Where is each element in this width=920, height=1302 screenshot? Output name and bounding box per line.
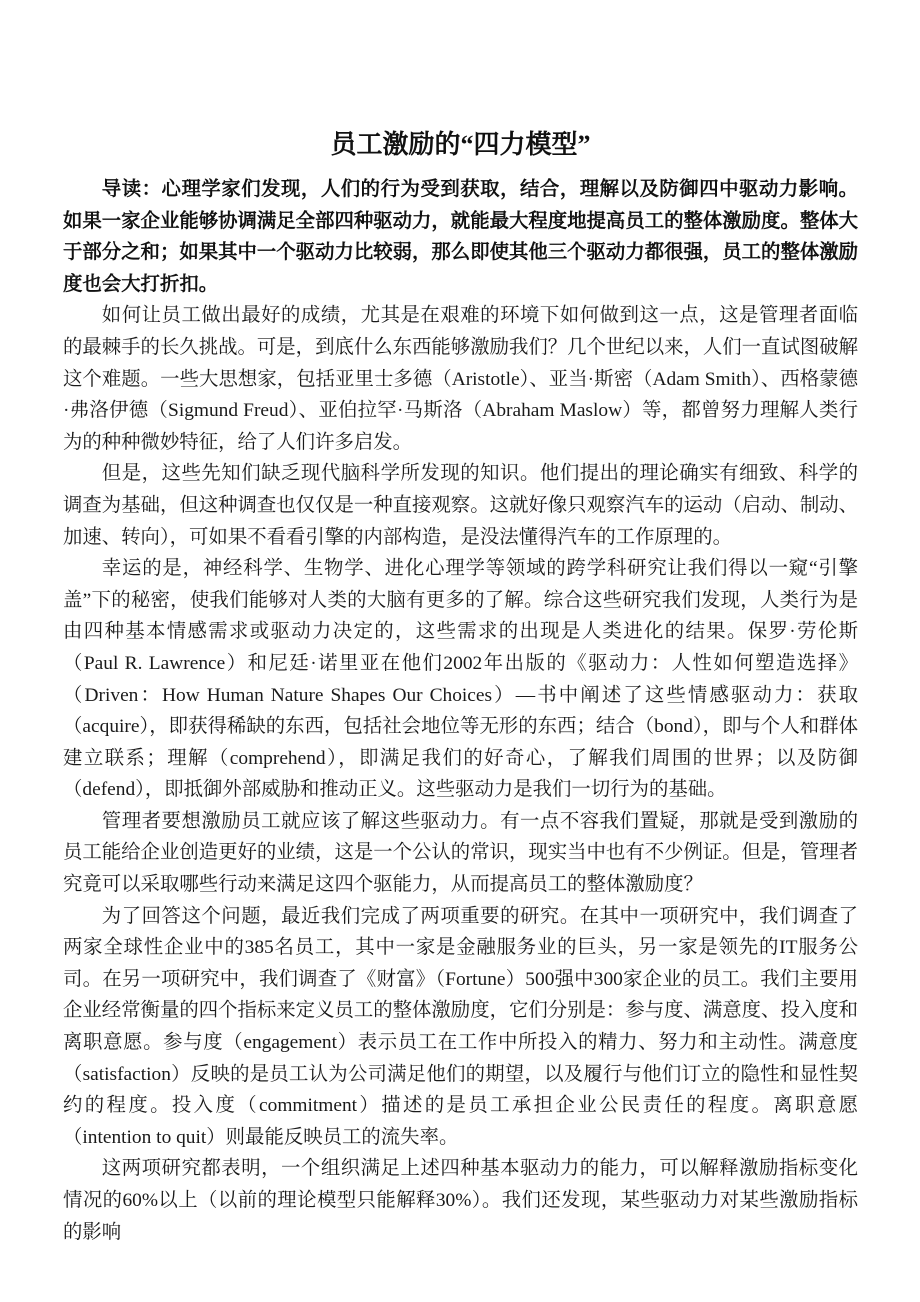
body-paragraph: 幸运的是，神经科学、生物学、进化心理学等领域的跨学科研究让我们得以一窥“引擎盖”下的秘密，使我们能够对人类的大脑有更多的了解。综合这些研究我们发现，人类行为是由四种基本情感需求或驱动力决定的，这些需求的出现是人类进化的结果。保罗·劳伦斯（Paul R. Lawrence）和尼廷·诺里亚在他们2002年出版的《驱动力：人性如何塑造选择》（Driven：How Human Nature Shapes Our Choices）—书中阐述了这些情感驱动力：获取（acquire），即获得稀缺的东西，包括社会地位等无形的东西；结合（bond），即与个人和群体建立联系；理解（comprehend），即满足我们的好奇心，了解我们周围的世界；以及防御（defend），即抵御外部威胁和推动正义。这些驱动力是我们一切行为的基础。 — [63, 558, 858, 801]
body-paragraph: 管理者要想激励员工就应该了解这些驱动力。有一点不容我们置疑，那就是受到激励的员工能给企业创造更好的业绩，这是一个公认的常识，现实当中也有不少例证。但是，管理者究竟可以采取哪些行动来满足这四个驱能力，从而提高员工的整体激励度？ — [63, 810, 859, 896]
body-paragraph: 如何让员工做出最好的成绩，尤其是在艰难的环境下如何做到这一点，这是管理者面临的最棘手的长久挑战。可是，到底什么东西能够激励我们？几个世纪以来，人们一直试图破解这个难题。一些大思想家，包括亚里士多德（Aristotle）、亚当·斯密（Adam Smith）、西格蒙德·弗洛伊德（Sigmund Freud）、亚伯拉罕·马斯洛（Abraham Maslow）等，都曾努力理解人类行为的种种微妙特征，给了人们许多启发。 — [63, 305, 859, 453]
document-title: 员工激励的“四力模型” — [330, 130, 591, 159]
body-paragraph: 为了回答这个问题，最近我们完成了两项重要的研究。在其中一项研究中，我们调查了两家全球性企业中的385名员工，其中一家是金融服务业的巨头，另一家是领先的IT服务公司。在另一项研究中，我们调查了《财富》（Fortune）500强中300家企业的员工。我们主要用企业经常衡量的四个指标来定义员工的整体激励度，它们分别是：参与度、满意度、投入度和离职意愿。参与度（engagement）表示员工在工作中所投入的精力、努力和主动性。满意度（satisfaction）反映的是员工认为公司满足他们的期望，以及履行与他们订立的隐性和显性契约的程度。投入度（commitment）描述的是员工承担企业公民责任的程度。离职意愿（intention to quit）则最能反映员工的流失率。 — [63, 905, 859, 1148]
body-paragraph: 这两项研究都表明，一个组织满足上述四种基本驱动力的能力，可以解释激励指标变化情况的60%以上（以前的理论模型只能解释30%）。我们还发现，某些驱动力对某些激励指标的影响 — [63, 1158, 858, 1243]
body-paragraph: 但是，这些先知们缺乏现代脑科学所发现的知识。他们提出的理论确实有细致、科学的调查为基础，但这种调查也仅仅是一种直接观察。这就好像只观察汽车的运动（启动、制动、加速、转向），可如果不看看引擎的内部构造，是没法懂得汽车的工作原理的。 — [63, 463, 859, 548]
document-page — [63, 126, 858, 1248]
lead-paragraph: 导读：心理学家们发现，人们的行为受到获取，结合，理解以及防御四中驱动力影响。如果一家企业能够协调满足全部四种驱动力，就能最大程度地提高员工的整体激励度。整体大于部分之和；如果其中一个驱动力比较弱，那么即使其他三个驱动力都很强，员工的整体激励度也会大打折扣。 — [63, 179, 859, 295]
